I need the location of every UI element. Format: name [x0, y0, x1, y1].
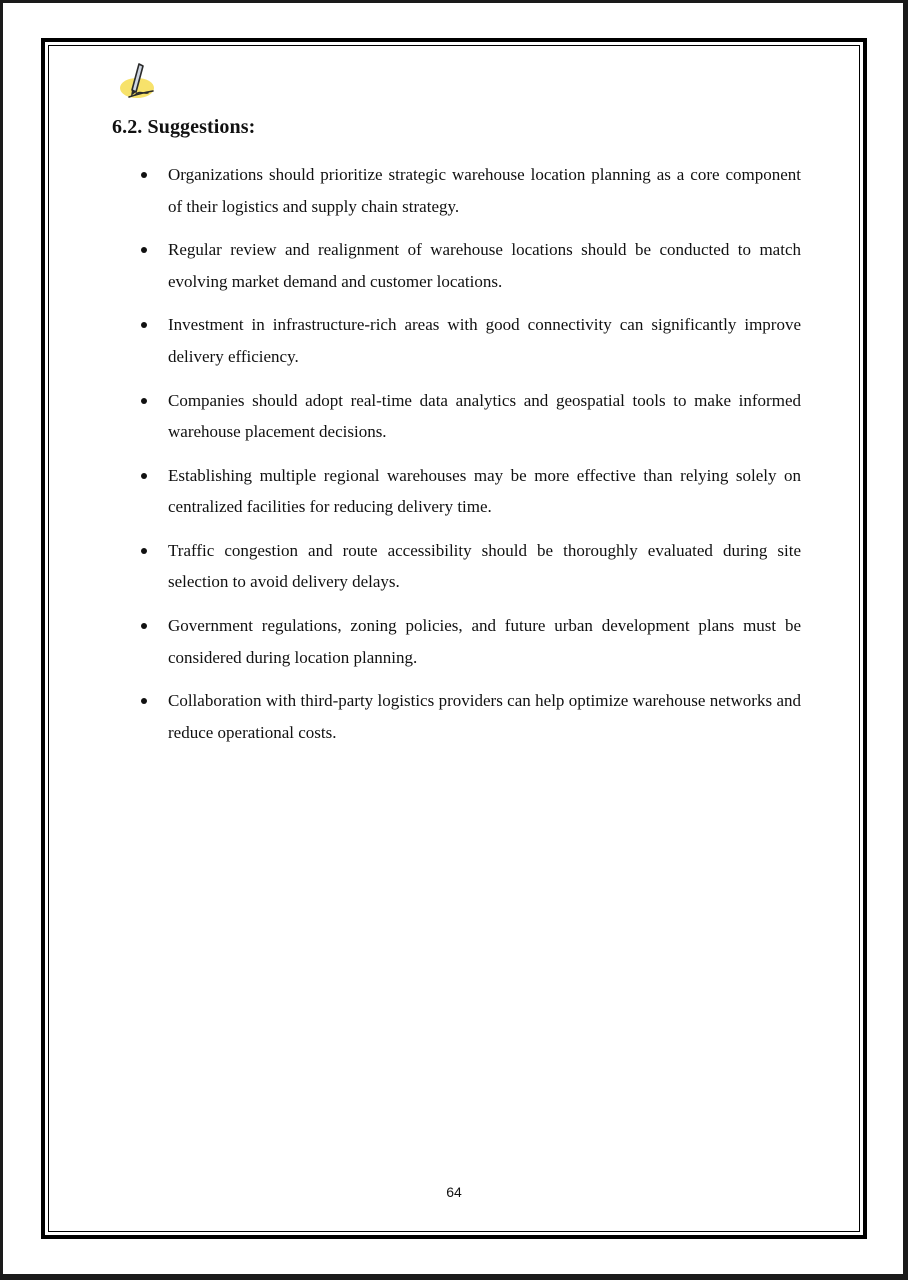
list-item	[141, 535, 801, 598]
bullet-icon	[141, 548, 147, 554]
page-number: 64	[446, 1184, 462, 1200]
bullet-icon	[141, 623, 147, 629]
pen-writing-icon	[115, 60, 161, 104]
list-item	[141, 234, 801, 297]
bullet-icon	[141, 247, 147, 253]
list-item	[141, 159, 801, 222]
bullet-icon	[141, 172, 147, 178]
list-item-text: Establishing multiple regional warehouses may be more effective than relying solely on centralized facilities for reducing delivery time.	[168, 465, 801, 517]
list-item-text: Traffic congestion and route accessibility should be thoroughly evaluated during site selection to avoid delivery delays.	[168, 540, 801, 592]
bullet-icon	[141, 473, 147, 479]
bullet-icon	[141, 698, 147, 704]
suggestions-list	[141, 159, 801, 761]
list-item	[141, 460, 801, 523]
list-item-text: Regular review and realignment of warehouse locations should be conducted to match evolving market demand and customer locations.	[168, 240, 801, 291]
page-content	[45, 42, 863, 1235]
section-heading: 6.2. Suggestions:	[112, 116, 256, 138]
list-item-text: Companies should adopt real-time data analytics and geospatial tools to make informed warehouse placement decisions.	[168, 390, 801, 442]
bullet-icon	[141, 322, 147, 328]
list-item	[141, 385, 801, 448]
list-item	[141, 309, 801, 372]
bullet-icon	[141, 398, 147, 404]
list-item	[141, 610, 801, 673]
page-border	[41, 38, 867, 1239]
list-item-text: Collaboration with third-party logistics providers can help optimize warehouse networks and reduce operational costs.	[168, 691, 801, 742]
list-item	[141, 685, 801, 748]
list-item-text: Investment in infrastructure-rich areas with good connectivity can significantly improve delivery efficiency.	[168, 315, 801, 366]
list-item-text: Organizations should prioritize strategic warehouse location planning as a core component of their logistics and supply chain strategy.	[168, 165, 801, 216]
list-item-text: Government regulations, zoning policies, and future urban development plans must be considered during location planning.	[168, 616, 801, 667]
